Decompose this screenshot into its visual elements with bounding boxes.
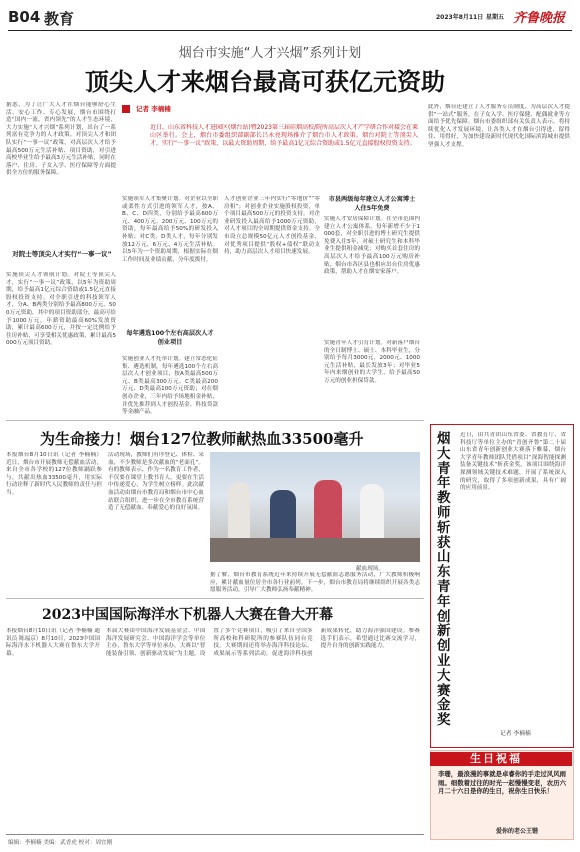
photo-person-4 bbox=[360, 484, 384, 546]
header-rule bbox=[8, 30, 572, 31]
story1-col5-text: 此外，烟台还建立了人才服务专员制度，为高层次人才提供“一站式”服务，在子女入学、医疗保健、配偶就业等方面给予优先保障。烟台市委组织部有关负责人表示，将持续优化人才发展环境，让各类人才在烟台引得进、留得住、用得好，为加快建设新时代现代化国际滨海城市提供坚强人才支撑。 bbox=[428, 104, 570, 148]
story1-lead: 近日，山东省科技人才进园区(烟台站)暨2023第三届硅烟高校/院所高层次人才产学研合作对接会在莱山区举行。会上，烟台市委组织部副部长吕永亮现场推介了烟台市人才政策。烟台对院士等顶尖人才，实行“一事一议”政策，以最大资助周期，给予最高1亿元综合资助或1.5亿元直接股权投资支持。 bbox=[150, 124, 418, 148]
birthday-body: 李珊，最浪漫的事就是卓睿你的手走过风风雨雨。细数着过往的时光一起慢慢变老，农历六月二十六日是你的生日，祝你生日快乐！ bbox=[438, 770, 566, 796]
sidebar-byline: 记者 李楠楠 bbox=[500, 731, 531, 737]
footer-rule bbox=[6, 834, 424, 835]
story1-bottom-rule bbox=[6, 420, 424, 421]
story3-body: 本届大赛由中国海洋发展基金会、中国海洋发展研究会、中国海洋学会等单位主办，鲁东大学等单位承办。大赛以“智能装备引领、创新驱动发展”为主题，设置了多个竞赛项目，吸引了来自全国多所高校和科研院所的参赛队伍同台竞技。大赛期间还将举办海洋科技论坛、成果展示等系列活动，促进海洋科技创新成果转化，助力海洋强国建设。参赛选手们表示，希望通过比赛交流学习，提升自身的创新实践能力。 bbox=[106, 628, 420, 657]
birthday-sign: 爱你的老公王锴 bbox=[496, 828, 539, 835]
sidebar-body: 近日，由共青团山东省委、省教育厅、省科技厅等单位主办的“青创齐鲁”第二十届山东省青年创新创业大赛落下帷幕，烟台大学青年教师团队凭借项目“深海智能探测装备关键技术”斩获金奖。该项目围绕海洋探测领域关键技术难题，开展了系统深入的研究，取得了多项创新成果，具有广阔的应用前景。 bbox=[460, 432, 566, 492]
story1-byline bbox=[122, 104, 242, 116]
story3-title: 2023中国国际海洋水下机器人大赛在鲁大开幕 bbox=[42, 607, 333, 623]
photo-chair bbox=[210, 538, 420, 562]
story1-col1b-text: 实施顶尖人才领航计划。对院士等顶尖人才，实行“一事一议”政策，以5年为资助周期，给予最高1亿元综合资助或1.5亿元直接股权投资支持。对全职引进的科技领军人才，分A、B两类分别给予最高800万元、500万元资助，其中的项目资助部分，最高可给予1000万元，年薪资助最高60%发放资助，累计最高600万元，并按一定比例给予住房补贴，可享受相关优惠政策，累计最高5000万元项目资助。 bbox=[6, 272, 116, 347]
section-name: 教育 bbox=[44, 10, 75, 28]
story1-col2-text: 实施领军人才集聚计划。对企业以全职或柔性方式引进的领军人才，按A、B、C、D四类，分别给予最高600万元、400万元、200万元、100万元的资助，每年最高给予50%的研发投入补贴；对C类、D类人才，每年分别发放12万元、6万元、4万元生活补贴。以5年为一个资助周期，根据实际在烟工作时间及业绩贡献，分年度拨付。 bbox=[122, 196, 218, 263]
story1-col2-subhead: 每年遴选100个左右高层次人才创业项目 bbox=[126, 330, 214, 346]
birthday-title: 生日祝福 bbox=[470, 752, 522, 765]
story2-body: 活动现场，教师们有序登记、体检、采血，不少教师是多次献血的“老面孔”。有的教师表示，作为一名教育工作者，不仅要在课堂上教书育人，更要在生活中传递爱心，为学生树立榜样。此次献血活动由烟台市教育局和烟台市中心血站联合组织，进一步在全市教育系统营造了无偿献血、奉献爱心的良好氛围。 bbox=[108, 452, 204, 512]
photo-person-1 bbox=[228, 482, 250, 542]
page-number: B04 bbox=[8, 8, 41, 26]
byline-text: 记者 李楠楠 bbox=[136, 105, 171, 113]
byline-badge bbox=[122, 105, 130, 113]
story1-col4-subhead: 市县两级每年建立人才公寓博士人住5年免费 bbox=[328, 196, 416, 212]
story1-col1-text: 据悉，为了让广大人才在烟台能够舒心生活、安心工作、专心发展，烟台市围绕打造“国内一流、省内领先”的人才生态环境，大力实施“人才兴烟”系列计划，出台了一系列富有竞争力的人才政策。对顶尖人才和团队实行“一事一议”政策，对高层次人才给予最高500万元生活补贴、项目资助，对引进高校毕业生给予最高3万元生活补贴，同时在落户、住房、子女入学、医疗保障等方面提供全方位的服务保障。 bbox=[6, 102, 116, 177]
story1-title: 顶尖人才来烟台最高可获亿元资助 bbox=[85, 67, 445, 96]
issue-date: 2023年8月11日 bbox=[436, 14, 484, 21]
blood-donation-photo bbox=[210, 452, 420, 562]
sidebar-title: 烟大青年教师斩获山东青年创新创业大赛金奖 bbox=[437, 431, 451, 729]
footer-credits: 编辑：李楠楠 美编：武香虎 校对：周宜刚 bbox=[8, 840, 113, 846]
story3-byline: 本报烟台8月10日讯（记者 李楠楠 通讯员 陈福京）8月10日，2023中国国际海洋水下机器人大赛在鲁东大学开幕。 bbox=[6, 628, 100, 657]
story2-bottom-rule bbox=[6, 598, 424, 599]
story1-col3-text: 人才创业企业三年内实行“零地价”“零房租”；对创业企业实施股权投资，单个项目最高500万元的投资支持。对企业研发投入最高给予1000万元资助，对人才项目的全周期提供资金支持。全市设立总规模50亿元人才创投基金，对优秀项目提供“股权+债权”联动支持，助力高层次人才项目快速发展。 bbox=[224, 196, 320, 256]
issue-weekday: 星期五 bbox=[486, 14, 505, 21]
story2-body2: 据了解，烟台市教育系统近年来持续开展无偿献血志愿服务活动，广大教师积极响应，累计献血量位居全市各行业前列。下一步，烟台市教育局将继续组织开展各类志愿服务活动，引导广大教师弘扬奉献精神。 bbox=[210, 572, 420, 594]
story1-col2b-text: 实施创业人才托举计划。建立常态化征集、遴选机制，每年遴选100个左右高层次人才创业项目，按A类最高500万元、B类最高300万元、C类最高200万元、D类最高100万元资助；对在烟创办企业，三年内给予场地租金补贴，并优先推荐到人才创投基金、科技贷款等金融产品。 bbox=[122, 356, 218, 416]
story2-title: 为生命接力！烟台127位教师献热血33500毫升 bbox=[40, 430, 364, 448]
story1-col1-subhead: 对院士等顶尖人才实行“一事一议” bbox=[12, 250, 112, 258]
story1-col4b-text: 实施青年人才引育计划。对新落户烟台的全日制博士、硕士、本科毕业生，分别给予每月3000元、2000元、1000元生活补贴，最长发放3年；对毕业5年内来烟创业的大学生，给予最高50万元的创业担保贷款。 bbox=[324, 340, 420, 384]
story1-kicker: 烟台市实施“人才兴烟”系列计划 bbox=[178, 46, 362, 61]
story2-byline: 本报烟台8月10日讯（记者 李楠楠）近日，烟台市开展教师无偿献血活动，来自全市各学校的127位教师踊跃参与，共献出热血33500毫升，用实际行动诠释了新时代人民教师的责任与担当。 bbox=[6, 452, 102, 496]
story1-col4-text: 实施人才安居保障计划。在全市范围内建立人才公寓体系，每年新增不少于1000套，对全职引进的博士研究生提供免费入住5年，对硕士研究生和本科毕业生提供租金减免；对购买首套住房的高层次人才给予最高100万元购房补贴，烟台市各区县也相应出台住房优惠政策，帮助人才在烟安家落户。 bbox=[324, 216, 420, 276]
photo-caption: 献血现场。 bbox=[356, 566, 384, 572]
paper-logo: 齐鲁晚报 bbox=[513, 11, 566, 26]
